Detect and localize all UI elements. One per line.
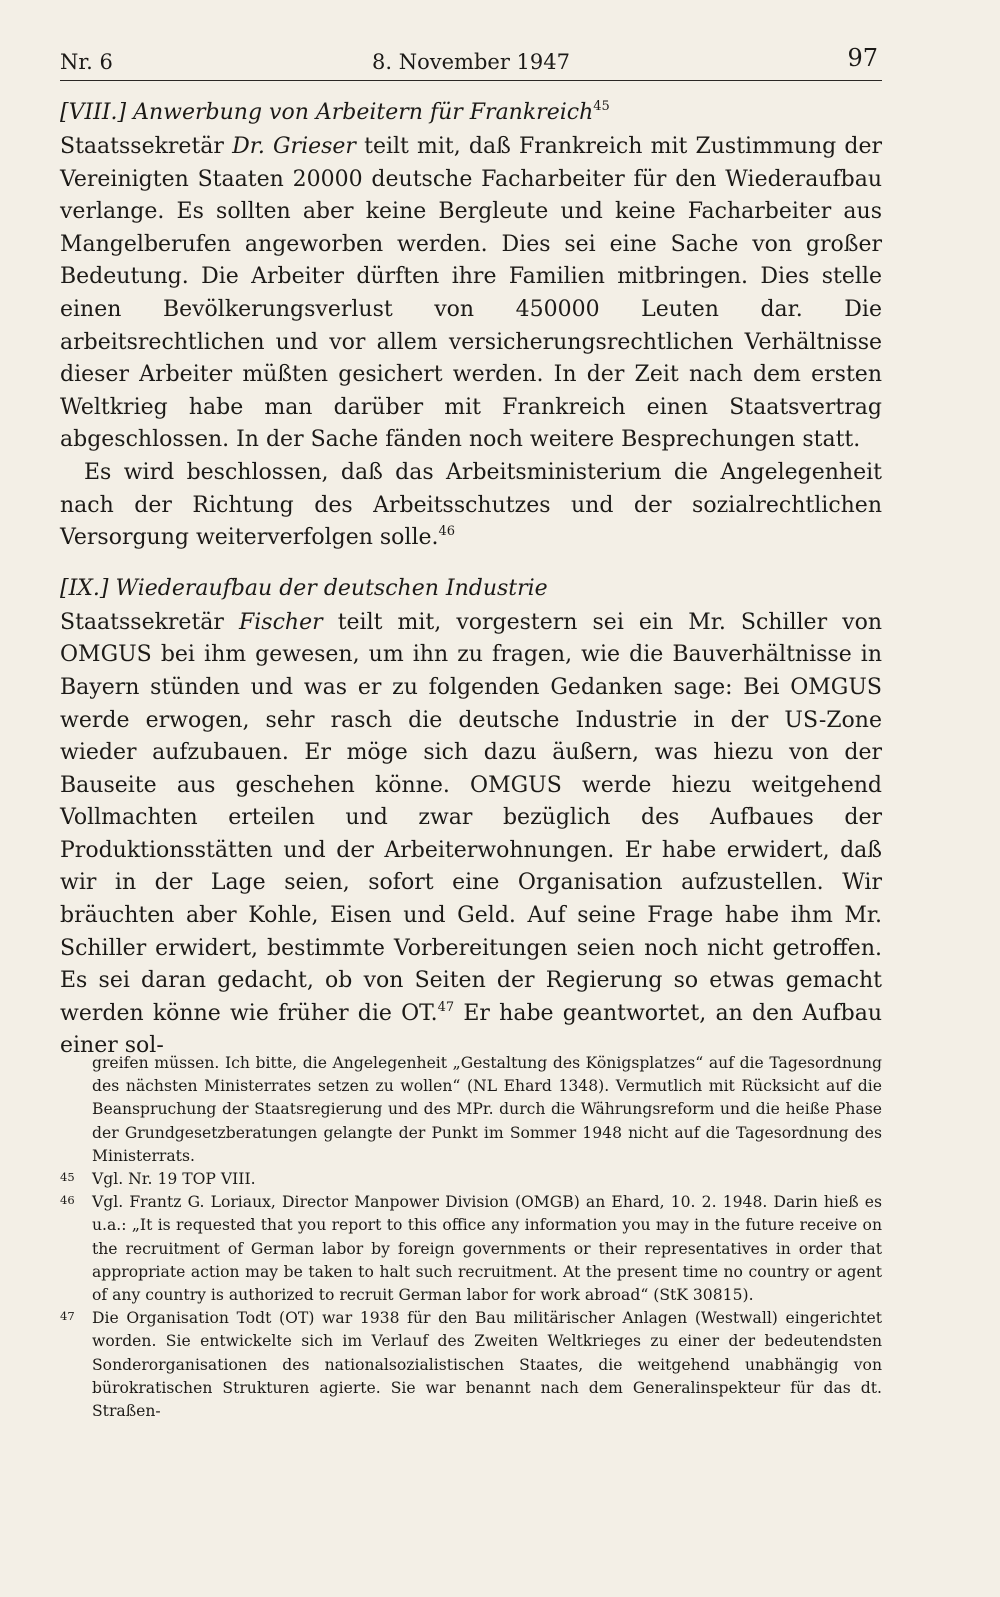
page-number: 97 xyxy=(847,44,878,72)
footnote-text: Die Organisation Todt (OT) war 1938 für den Bau militärischer Anlagen (Westwall) eingerichtet worden. Sie entwickelte sich im Verlauf des Zweiten Weltkrieges zu einer der bedeutendsten Sonderorganisationen des nationalsozialistischen Staates, die weitgehend unabhängig von bürokratischen Strukturen agierte. Sie war benannt nach dem Generalinspekteur für das dt. Straßen- xyxy=(92,1309,882,1421)
footnote-ref-47: 47 xyxy=(437,999,455,1015)
footnote-45 xyxy=(60,1168,882,1191)
footnote-ref-45: 45 xyxy=(593,99,610,114)
running-head xyxy=(60,40,882,81)
section-number: [IX.] xyxy=(60,575,109,601)
document-number: Nr. 6 xyxy=(60,50,113,74)
paragraph: Staatssekretär Dr. Grieser teilt mit, daß Frankreich mit Zustimmung der Vereinigten Staaten 20000 deutsche Facharbeiter für den Wiederaufbau verlange. Es sollten aber keine Bergleute und keine Facharbeiter aus Mangelberufen angeworben werden. Dies sei eine Sache von großer Bedeutung. Die Arbeiter dürften ihre Familien mitbringen. Dies stelle einen Bevölkerungsverlust von 450000 Leuten dar. Die arbeitsrechtlichen und vor allem versicherungsrechtlichen Verhältnisse dieser Arbeiter müßten gesichert werden. In der Zeit nach dem ersten Weltkrieg habe man darüber mit Frankreich einen Staatsvertrag abgeschlossen. In der Sache fänden noch weitere Besprechungen statt. xyxy=(60,134,883,453)
section-number: [VIII.] xyxy=(60,100,127,125)
footnote-number: 46 xyxy=(60,1193,75,1208)
section-heading-ix xyxy=(60,573,882,605)
paragraph: Staatssekretär Fischer teilt mit, vorgestern sei ein Mr. Schiller von OMGUS bei ihm gewesen, um ihn zu fragen, wie die Bauverhältnisse in Bayern stünden und was er zu folgenden Gedanken sage: Bei OMGUS werde erwogen, sehr rasch die deutsche Industrie in der US-Zone wieder aufzubauen. Er möge sich dazu äußern, was hiezu von der Bauseite aus geschehen könne. OMGUS werde hiezu weitgehend Vollmachten erteilen und zwar bezüglich des Aufbaues der Produktionsstätten und der Arbeiterwohnungen. Er habe erwidert, daß wir in der Lage seien, sofort eine Organisation aufzustellen. Wir bräuchten aber Kohle, Eisen und Geld. Auf seine Frage habe ihm Mr. Schiller erwidert, bestimmte Vorbereitungen seien noch nicht getroffen. Es sei daran gedacht, ob von Seiten der Regierung so etwas gemacht werden könne wie früher die OT.$^{47}$ Er habe geantwortet, an den Aufbau einer sol- xyxy=(60,609,882,1059)
speaker-name: Fischer xyxy=(239,609,323,635)
footnote-text: Vgl. Nr. 19 TOP VIII. xyxy=(92,1170,256,1189)
section-title: Wiederaufbau der deutschen Industrie xyxy=(115,575,548,601)
section-heading-viii xyxy=(60,97,882,129)
section-title: Anwerbung von Arbeitern für Frankreich xyxy=(133,100,594,125)
footnote-46 xyxy=(60,1191,882,1307)
main-text xyxy=(60,97,882,1063)
meeting-date: 8. November 1947 xyxy=(372,50,570,74)
footnote-number: 47 xyxy=(60,1309,75,1324)
resolution-paragraph: Es wird beschlossen, daß das Arbeitsministerium die Angelegenheit nach der Richtung des Arbeitsschutzes und der sozialrechtlichen Versorgung weiterverfolgen solle.$^{46}$ xyxy=(60,459,882,551)
footnote-text: Vgl. Frantz G. Loriaux, Director Manpower Division (OMGB) an Ehard, 10. 2. 1948. Darin hieß es u.a.: „It is requested that you report to this office any information you may in the future receive on the recruitment of German labor by foreign governments or their representatives in order that appropriate action may be taken to halt such recruitment. At the present time no country or agent of any country is authorized to recruit German labor for work abroad“ (StK 30815). xyxy=(92,1193,882,1305)
speaker-name: Dr. Grieser xyxy=(232,134,356,159)
footnotes xyxy=(60,1052,882,1423)
footnote-number: 45 xyxy=(60,1170,75,1185)
footnote-ref-46: 46 xyxy=(438,524,456,540)
footnote-47 xyxy=(60,1307,882,1423)
footnote-continuation: greifen müssen. Ich bitte, die Angelegenheit „Gestaltung des Königsplatzes“ auf die Tagesordnung des nächsten Ministerrates setzen zu wollen“ (NL Ehard 1348). Vermutlich mit Rücksicht auf die Beanspruchung der Staatsregierung und des MPr. durch die Währungsreform und die heiße Phase der Grundgesetzberatungen gelangte der Punkt im Sommer 1948 nicht auf die Tagesordnung des Ministerrats. xyxy=(92,1054,882,1165)
